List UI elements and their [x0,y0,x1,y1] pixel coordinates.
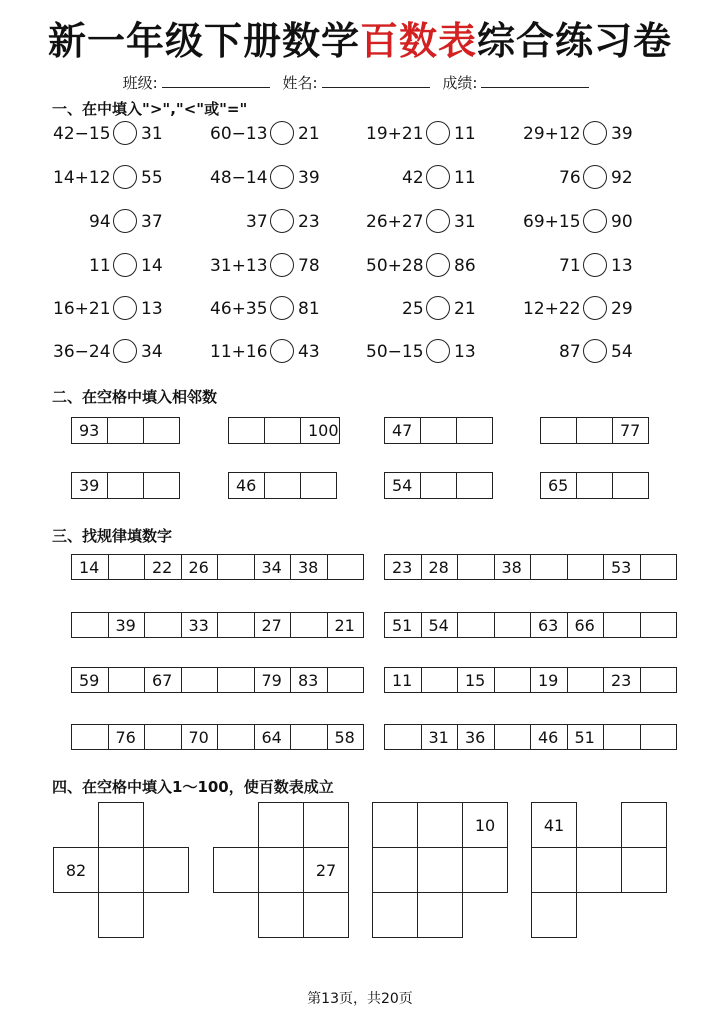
right-number: 29 [611,299,633,319]
pattern-table [71,612,364,638]
answer-circle[interactable] [113,165,137,189]
comparison-item [210,253,330,279]
right-number: 86 [454,256,476,276]
grid-cell[interactable] [621,847,667,893]
title-part3: 综合练习卷 [477,19,673,63]
comparison-item [210,296,330,322]
comparison-item [210,339,330,365]
student-info [0,72,720,93]
pattern-cell[interactable] [531,555,568,580]
pattern-cell[interactable] [494,668,531,693]
pattern-cell: 76 [108,725,145,750]
grid-cell[interactable] [621,802,667,848]
left-expression: 71 [559,256,581,276]
answer-circle[interactable] [583,253,607,277]
title-accent: 百数表 [359,19,477,63]
pattern-table [384,612,677,638]
answer-circle[interactable] [583,121,607,145]
pattern-cell[interactable] [181,668,218,693]
right-number: 31 [454,212,476,232]
pattern-cell[interactable] [421,668,458,693]
answer-circle[interactable] [270,165,294,189]
right-number: 23 [298,212,320,232]
answer-circle[interactable] [113,253,137,277]
neighbor-table [384,417,493,444]
pattern-cell[interactable] [567,555,604,580]
answer-circle[interactable] [113,209,137,233]
name-label: 姓名: [282,74,318,92]
answer-circle[interactable] [113,121,137,145]
left-expression: 25 [402,299,424,319]
neighbor-cell: 100 [301,418,340,444]
pattern-cell[interactable] [327,668,364,693]
comparison-item [210,165,330,191]
grid-cell: 10 [462,802,508,848]
left-expression: 14+12 [53,168,111,188]
answer-circle[interactable] [270,296,294,320]
grid-cell[interactable] [576,847,622,893]
grid-cell[interactable] [417,892,463,938]
answer-circle[interactable] [270,121,294,145]
section3-heading: 三、找规律填数字 [52,527,173,545]
pattern-cell: 83 [291,668,328,693]
grid-cell[interactable] [372,892,418,938]
right-number: 55 [141,168,163,188]
left-expression: 37 [246,212,268,232]
neighbor-table [540,472,649,499]
left-expression: 29+12 [523,124,581,144]
left-expression: 60−13 [210,124,268,144]
answer-circle[interactable] [270,339,294,363]
comparison-item [210,121,330,147]
right-number: 21 [454,299,476,319]
pattern-cell[interactable] [108,668,145,693]
pattern-cell: 66 [567,613,604,638]
answer-circle[interactable] [270,253,294,277]
grid-cell[interactable] [258,892,304,938]
neighbor-cell[interactable] [613,473,649,499]
neighbor-cell[interactable] [457,418,493,444]
pattern-cell: 51 [385,613,422,638]
pattern-cell[interactable] [291,613,328,638]
pattern-cell: 19 [531,668,568,693]
pattern-cell: 11 [385,668,422,693]
right-number: 54 [611,342,633,362]
pattern-cell[interactable] [640,613,677,638]
neighbor-table [228,417,340,444]
pattern-cell[interactable] [458,613,495,638]
answer-circle[interactable] [113,296,137,320]
comparison-item [402,165,486,191]
section1-heading: 一、在中填入">","<"或"=" [52,100,248,118]
pattern-cell: 39 [108,613,145,638]
grid-cell[interactable] [531,892,577,938]
right-number: 31 [141,124,163,144]
right-number: 11 [454,168,476,188]
pattern-cell[interactable] [218,555,255,580]
left-expression: 26+27 [366,212,424,232]
grid-cell[interactable] [531,847,577,893]
section2-heading: 二、在空格中填入相邻数 [52,388,218,406]
pattern-cell[interactable] [72,613,109,638]
comparison-item [366,253,486,279]
answer-circle[interactable] [583,296,607,320]
right-number: 13 [141,299,163,319]
neighbor-cell[interactable] [421,473,457,499]
answer-circle[interactable] [583,209,607,233]
pattern-cell: 59 [72,668,109,693]
pattern-cell: 63 [531,613,568,638]
comparison-item [89,209,173,235]
neighbor-cell[interactable] [265,418,301,444]
left-expression: 11+16 [210,342,268,362]
pattern-cell[interactable] [604,613,641,638]
grid-cell[interactable] [98,847,144,893]
pattern-cell: 38 [494,555,531,580]
left-expression: 48−14 [210,168,268,188]
answer-circle[interactable] [426,296,450,320]
pattern-cell: 28 [421,555,458,580]
name-field[interactable] [322,73,430,88]
pattern-cell[interactable] [291,725,328,750]
right-number: 92 [611,168,633,188]
pattern-cell: 14 [72,555,109,580]
neighbor-table [71,472,180,499]
grid-cell[interactable] [417,802,463,848]
pattern-cell: 51 [567,725,604,750]
neighbor-cell[interactable] [541,418,577,444]
neighbor-cell[interactable] [421,418,457,444]
pattern-cell: 70 [181,725,218,750]
pattern-cell: 79 [254,668,291,693]
grid-cell[interactable] [372,847,418,893]
grid-cell[interactable] [372,802,418,848]
left-expression: 11 [89,256,111,276]
comparison-item [53,296,173,322]
pattern-cell[interactable] [640,668,677,693]
left-expression: 16+21 [53,299,111,319]
right-number: 14 [141,256,163,276]
pattern-table [384,667,677,693]
pattern-cell[interactable] [218,725,255,750]
pattern-cell[interactable] [494,725,531,750]
pattern-cell: 53 [604,555,641,580]
answer-circle[interactable] [583,339,607,363]
right-number: 81 [298,299,320,319]
pattern-cell[interactable] [640,725,677,750]
neighbor-cell: 46 [229,473,265,499]
comparison-item [89,253,173,279]
left-expression: 94 [89,212,111,232]
pattern-cell: 34 [254,555,291,580]
right-number: 13 [454,342,476,362]
page-title [0,10,720,65]
pattern-cell[interactable] [218,613,255,638]
left-expression: 31+13 [210,256,268,276]
pattern-cell: 31 [421,725,458,750]
grid-cell[interactable] [303,802,349,848]
neighbor-cell[interactable] [108,418,144,444]
right-number: 34 [141,342,163,362]
neighbor-cell[interactable] [108,473,144,499]
grid-cell[interactable] [303,892,349,938]
pattern-cell: 58 [327,725,364,750]
grid-cell[interactable] [462,847,508,893]
left-expression: 12+22 [523,299,581,319]
pattern-cell[interactable] [108,555,145,580]
pattern-cell[interactable] [327,555,364,580]
score-field[interactable] [481,73,589,88]
pattern-cell: 27 [254,613,291,638]
pattern-cell: 22 [145,555,182,580]
pattern-cell[interactable] [494,613,531,638]
answer-circle[interactable] [583,165,607,189]
neighbor-cell: 93 [72,418,108,444]
pattern-cell[interactable] [385,725,422,750]
neighbor-table [540,417,649,444]
pattern-cell[interactable] [145,725,182,750]
neighbor-cell[interactable] [301,473,337,499]
neighbor-cell: 47 [385,418,421,444]
pattern-cell: 67 [145,668,182,693]
left-expression: 76 [559,168,581,188]
answer-circle[interactable] [426,253,450,277]
pattern-cell: 46 [531,725,568,750]
pattern-cell: 23 [385,555,422,580]
left-expression: 69+15 [523,212,581,232]
pattern-cell[interactable] [604,725,641,750]
right-number: 13 [611,256,633,276]
left-expression: 50+28 [366,256,424,276]
left-expression: 87 [559,342,581,362]
pattern-cell: 36 [458,725,495,750]
grid-cell: 41 [531,802,577,848]
title-part1: 新一年级下册数学 [47,19,360,63]
comparison-item [246,209,330,235]
pattern-table [384,554,677,580]
grid-cell: 27 [303,847,349,893]
pattern-cell[interactable] [218,668,255,693]
grid-cell[interactable] [258,847,304,893]
pattern-table [71,554,364,580]
pattern-cell[interactable] [145,613,182,638]
right-number: 37 [141,212,163,232]
comparison-item [559,339,643,365]
neighbor-cell[interactable] [144,473,180,499]
page-footer: 第13页，共20页 [307,991,413,1007]
pattern-cell: 21 [327,613,364,638]
pattern-cell: 33 [181,613,218,638]
neighbor-cell[interactable] [144,418,180,444]
neighbor-table [384,472,493,499]
neighbor-cell: 39 [72,473,108,499]
neighbor-cell[interactable] [229,418,265,444]
comparison-item [53,121,173,147]
grid-cell[interactable] [143,847,189,893]
comparison-item [402,296,486,322]
right-number: 39 [298,168,320,188]
pattern-cell: 64 [254,725,291,750]
right-number: 11 [454,124,476,144]
neighbor-cell[interactable] [577,418,613,444]
left-expression: 42 [402,168,424,188]
left-expression: 46+35 [210,299,268,319]
pattern-cell: 26 [181,555,218,580]
grid-cell: 82 [53,847,99,893]
comparison-item [523,121,643,147]
score-label: 成绩: [442,74,478,92]
grid-cell[interactable] [258,802,304,848]
left-expression: 50−15 [366,342,424,362]
pattern-table [71,724,364,750]
right-number: 78 [298,256,320,276]
pattern-cell[interactable] [567,668,604,693]
neighbor-cell: 54 [385,473,421,499]
pattern-cell: 38 [291,555,328,580]
right-number: 21 [298,124,320,144]
comparison-item [366,121,486,147]
comparison-item [523,209,643,235]
comparison-item [559,253,643,279]
neighbor-cell: 65 [541,473,577,499]
pattern-cell[interactable] [72,725,109,750]
left-expression: 19+21 [366,124,424,144]
neighbor-cell[interactable] [457,473,493,499]
comparison-item [366,339,486,365]
answer-circle[interactable] [113,339,137,363]
pattern-cell[interactable] [458,555,495,580]
neighbor-table [71,417,180,444]
comparison-item [53,339,173,365]
neighbor-cell[interactable] [265,473,301,499]
neighbor-cell: 77 [613,418,649,444]
answer-circle[interactable] [426,339,450,363]
class-field[interactable] [162,73,270,88]
pattern-cell: 23 [604,668,641,693]
neighbor-table [228,472,337,499]
pattern-table [384,724,677,750]
comparison-item [53,165,173,191]
grid-cell[interactable] [417,847,463,893]
grid-cell[interactable] [98,802,144,848]
right-number: 90 [611,212,633,232]
grid-cell[interactable] [98,892,144,938]
neighbor-cell[interactable] [577,473,613,499]
pattern-table [71,667,364,693]
answer-circle[interactable] [426,121,450,145]
class-label: 班级: [122,74,158,92]
answer-circle[interactable] [270,209,294,233]
comparison-item [523,296,643,322]
comparison-item [559,165,643,191]
pattern-cell: 15 [458,668,495,693]
pattern-cell: 54 [421,613,458,638]
section4-heading: 四、在空格中填入1～100，使百数表成立 [52,778,334,796]
comparison-item [366,209,486,235]
right-number: 39 [611,124,633,144]
answer-circle[interactable] [426,165,450,189]
left-expression: 36−24 [53,342,111,362]
right-number: 43 [298,342,320,362]
answer-circle[interactable] [426,209,450,233]
pattern-cell[interactable] [640,555,677,580]
left-expression: 42−15 [53,124,111,144]
grid-cell[interactable] [213,847,259,893]
